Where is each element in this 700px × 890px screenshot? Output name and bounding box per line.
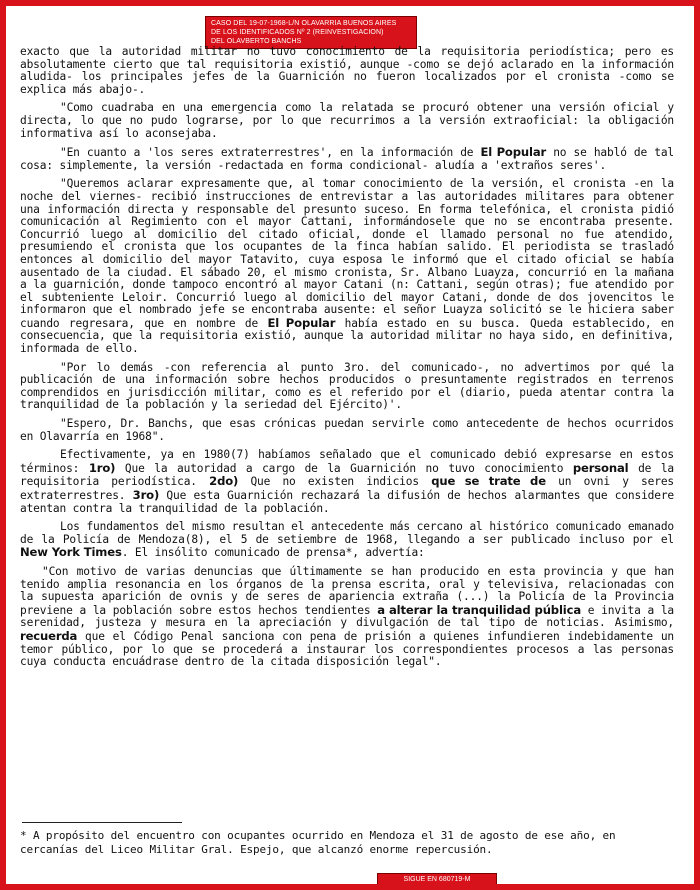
case-header-line: DEL OLAVBERTO BANCHS xyxy=(211,38,302,45)
paragraph: exacto que la autoridad militar no tuvo conocimiento de la requisitoria periodística; pero es absolutamente cierto que tal requisitoria existió, aunque -como se dejó aclarado en la información aludida- los principales jefes de la Guarnición no fueron localizados por el cronista -como se explica más abajo-. xyxy=(20,45,674,96)
case-header-line: DE LOS IDENTIFICADOS Nº 2 (REINVESTIGACION) xyxy=(211,29,384,36)
document-body xyxy=(20,46,674,675)
paragraph: Efectivamente, ya en 1980(7) habíamos señalado que el comunicado debió expresarse en estos términos: 1ro) Que la autoridad a cargo de la Guarnición no tuvo conocimiento personal de la requisitoria periodística. 2do) Que no existen indicios que se trate de un ovni y seres extraterrestres. 3ro) Que esta Guarnición rechazará la difusión de hechos alarmantes que considere atentan contra la tranquilidad de la población. xyxy=(20,448,675,515)
newspaper-name: El Popular xyxy=(480,145,547,160)
footnote: * A propósito del encuentro con ocupantes ocurrido en Mendoza el 31 de agosto de ese año, en cercanías del Liceo Militar Gral. Espejo, que alcanzó enorme repercusión. xyxy=(20,829,616,856)
paragraph: Los fundamentos del mismo resultan el antecedente más cercano al histórico comunicado emanado de la Policía de Mendoza(8), el 5 de setiembre de 1968, llegando a ser publicado incluso por el New York Times. El insólito comunicado de prensa*, advertía: xyxy=(20,520,674,560)
continuation-label: SIGUE EN 680719-M xyxy=(377,873,497,886)
paragraph: "En cuanto a 'los seres extraterrestres', en la información de El Popular no se habló de tal cosa: simplemente, la versión -redactada en forma condicional- aludía a 'extraños seres'. xyxy=(20,145,675,172)
newspaper-name: El Popular xyxy=(267,315,336,330)
paragraph: "Espero, Dr. Banchs, que esas crónicas puedan servirle como antecedente de hechos ocurridos en Olavarría en 1968". xyxy=(20,417,674,443)
footnote-divider xyxy=(22,822,182,823)
quoted-press-release: "Con motivo de varias denuncias que últimamente se han producido en esta provincia y que han tenido amplia resonancia en los órganos de la prensa escrita, oral y televisiva, relacionadas con la supuesta aparición de ovnis y de seres de apariencia extraña (...) la Policía de la Provincia previene a la población sobre estos hechos tendientes a alterar la tranquilidad pública e invita a la serenidad, justeza y mesura en la apreciación y divulgación de tal tipo de noticias. Asimismo, recuerda que el Código Penal sanciona con pena de prisión a quienes infundieren indebidamente un temor público, por lo que se procederá a instaurar los correspondientes procesos a las personas cuya conducta encuádrase dentro de la citada disposición legal". xyxy=(20,564,674,669)
paragraph: "Como cuadraba en una emergencia como la relatada se procuró obtener una versión oficial y directa, lo que no pudo lograrse, por lo que recurrimos a la versión extraoficial: la obligación informativa así lo aconsejaba. xyxy=(20,101,674,140)
paragraph: "Queremos aclarar expresamente que, al tomar conocimiento de la versión, el cronista -en la noche del viernes- recibió instrucciones de entrevistar a las autoridades militares para obtener una información directa y responsable del presunto suceso. En forma telefónica, el cronista pidió comunicación al Regimiento con el mayor Cattani, informándosele que no se encontraba presente. Concurrió luego al domicilio del citado oficial, donde el llamado personal no fue atendido, presumiendo el cronista que los ocupantes de la finca habían salido. El periodista se trasladó entonces al domicilio del mayor Tatavito, cuya esposa le informó que el citado oficial se había ausentado de la ciudad. El sábado 20, el mismo cronista, Sr. Albano Luayza, concurrió en la mañana a la guarnición, donde tampoco encontró al mayor Catani (n: Cattani, según otras); fue atendido por el subteniente Leloir. Concurrió luego al domicilio del mayor Catani, donde de dos jovencitos le informaron que el nombrado jefe se encontraba ausente: el señor Luayza solicitó se le hiciera saber cuando regresara, que en nombre de El Popular había estado en su busca. Queda establecido, en consecuencia, que la requisitoria existió, aunque la autoridad militar no haya sido, en definitiva, informada de ello. xyxy=(20,177,674,356)
paragraph: "Por lo demás -con referencia al punto 3ro. del comunicado-, no advertimos por qué la publicación de una información sobre hechos producidos o presuntamente registrados en terrenos comprendidos en jurisdicción militar, como es el referido por el (diario, pueda atentar contra la tranquilidad de la población y la seriedad del Ejército)'. xyxy=(20,360,674,412)
case-header-line: CASO DEL 19-07-1968-L/N OLAVARRIA BUENOS AIRES xyxy=(211,20,397,27)
newspaper-name: New York Times xyxy=(20,545,122,560)
